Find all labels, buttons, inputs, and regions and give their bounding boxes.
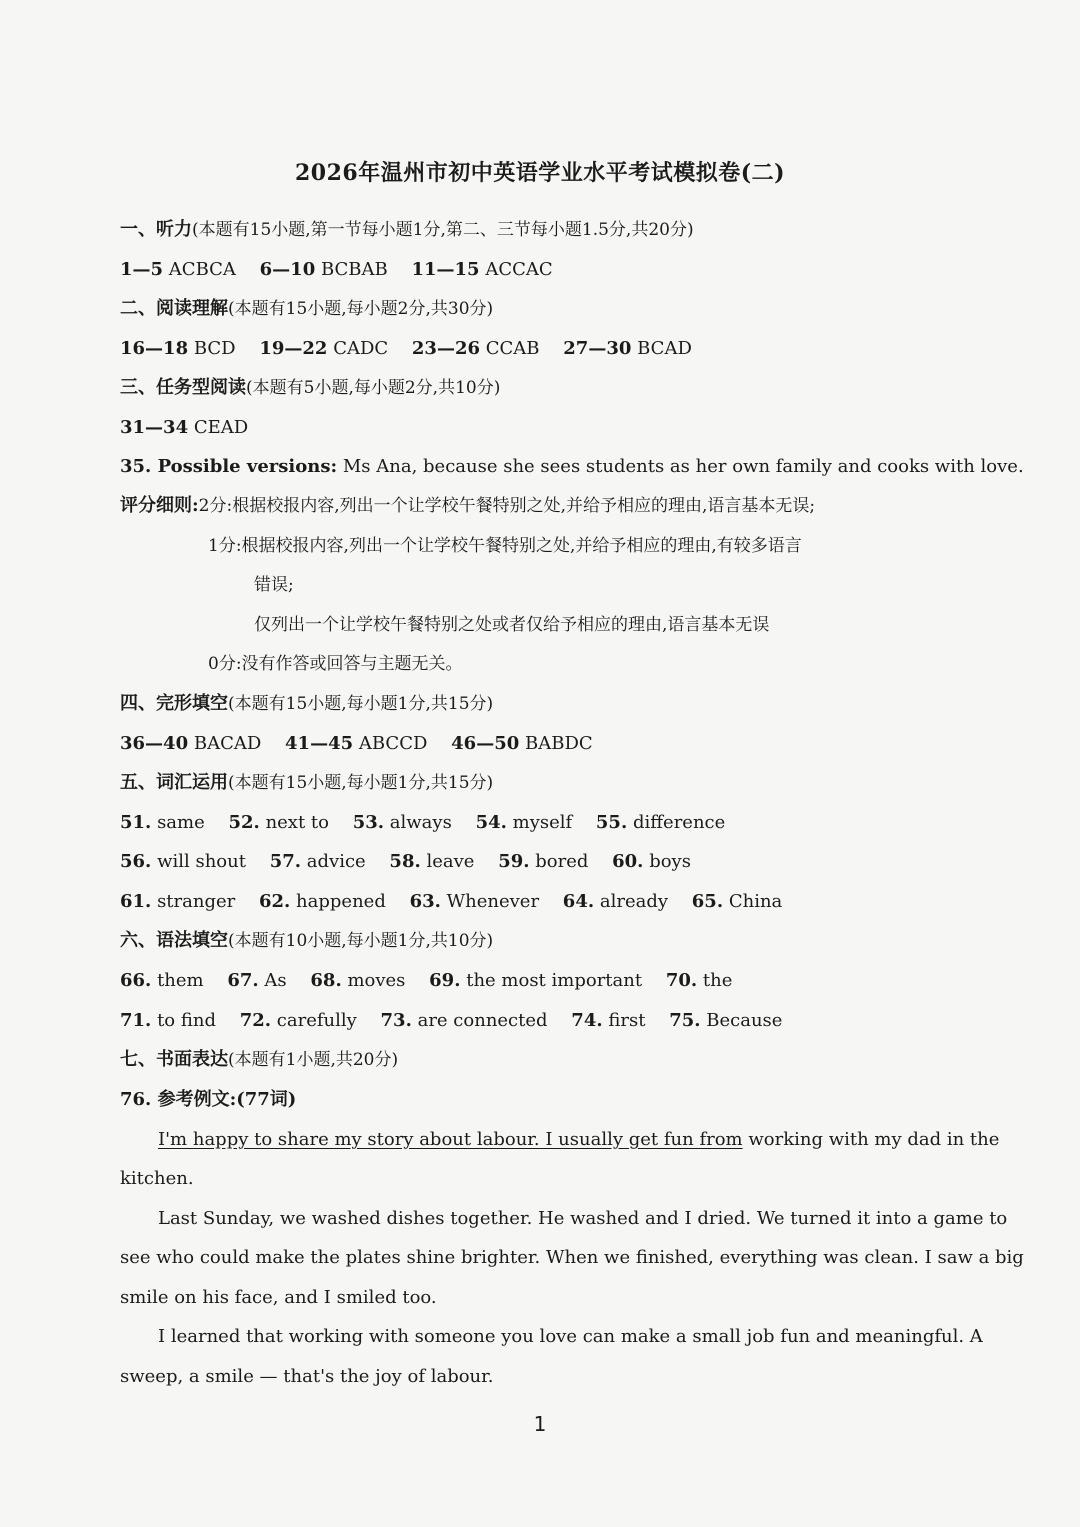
section-note: (本题有15小题,每小题2分,共30分) xyxy=(228,299,494,319)
section-note: (本题有15小题,每小题1分,共15分) xyxy=(228,773,494,793)
essay-paragraph-1 xyxy=(158,1128,999,1152)
essay-paragraph-3: I learned that working with someone you love can make a small job fun and meaningful. A xyxy=(158,1326,983,1347)
answer-value: CCAB xyxy=(485,338,540,359)
answer-value: always xyxy=(389,812,452,833)
answer-range: 31—34 xyxy=(120,417,189,438)
question-number: 64. xyxy=(562,891,595,912)
question-number: 58. xyxy=(389,851,421,872)
cloze-answers xyxy=(120,732,611,756)
answer-range: 23—26 xyxy=(411,338,481,359)
grading-label: 评分细则: xyxy=(120,495,199,516)
question-number: 53. xyxy=(352,812,385,833)
answer-value: moves xyxy=(347,970,406,991)
question-35 xyxy=(120,455,1024,479)
essay-line: smile on his face, and I smiled too. xyxy=(120,1287,437,1308)
section-name: 三、任务型阅读 xyxy=(120,377,246,398)
question-answer: Ms Ana, because she sees students as her own family and cooks with love. xyxy=(342,456,1024,477)
answer-range: 36—40 xyxy=(120,733,189,754)
answer-value: BCAD xyxy=(637,338,692,359)
question-76-label: 76. 参考例文:(77词) xyxy=(120,1089,297,1110)
answer-value: CEAD xyxy=(193,417,249,438)
answer-value: happened xyxy=(296,891,386,912)
reading-answers xyxy=(120,337,710,361)
answer-value: Whenever xyxy=(446,891,540,912)
section-writing-heading xyxy=(120,1048,398,1072)
answer-value: BCBAB xyxy=(320,259,388,280)
grading-rule-line: 错误; xyxy=(254,575,294,595)
grammar-answers-row xyxy=(120,969,750,993)
section-grammar-heading xyxy=(120,929,493,953)
answer-value: BACAD xyxy=(193,733,262,754)
grading-rule-line: 仅列出一个让学校午餐特别之处或者仅给予相应的理由,语言基本无误 xyxy=(254,615,770,635)
section-listening-heading xyxy=(120,218,694,242)
answer-value: bored xyxy=(535,851,589,872)
section-name: 七、书面表达 xyxy=(120,1049,228,1070)
answer-range: 19—22 xyxy=(259,338,328,359)
essay-line: kitchen. xyxy=(120,1168,194,1189)
answer-value: difference xyxy=(632,812,726,833)
question-number: 69. xyxy=(429,970,461,991)
section-note: (本题有5小题,每小题2分,共10分) xyxy=(246,378,501,398)
question-number: 71. xyxy=(120,1010,152,1031)
question-number: 66. xyxy=(120,970,152,991)
page-number: 1 xyxy=(533,1412,547,1436)
grammar-answers-row xyxy=(120,1009,800,1033)
question-number: 61. xyxy=(120,891,152,912)
answer-range: 16—18 xyxy=(120,338,189,359)
answer-range: 1—5 xyxy=(120,259,164,280)
answer-value: are connected xyxy=(417,1010,548,1031)
answer-value: them xyxy=(157,970,204,991)
grading-rule-line: 0分:没有作答或回答与主题无关。 xyxy=(208,654,463,674)
answer-range: 41—45 xyxy=(285,733,354,754)
question-number: 51. xyxy=(120,812,152,833)
answer-range: 6—10 xyxy=(259,259,316,280)
question-label: 35. Possible versions: xyxy=(120,456,338,477)
question-number: 68. xyxy=(310,970,342,991)
answer-value: the most important xyxy=(466,970,643,991)
question-number: 55. xyxy=(595,812,628,833)
answer-value: myself xyxy=(512,812,573,833)
listening-answers xyxy=(120,258,571,282)
answer-value: first xyxy=(608,1010,646,1031)
section-name: 一、听力 xyxy=(120,219,192,240)
question-number: 60. xyxy=(612,851,644,872)
essay-underlined-text: I'm happy to share my story about labour. I usually get fun from xyxy=(158,1129,743,1150)
section-note: (本题有15小题,第一节每小题1分,第二、三节每小题1.5分,共20分) xyxy=(192,220,694,240)
section-name: 五、词汇运用 xyxy=(120,772,228,793)
section-note: (本题有10小题,每小题1分,共10分) xyxy=(228,931,494,951)
grading-text: 2分:根据校报内容,列出一个让学校午餐特别之处,并给予相应的理由,语言基本无误; xyxy=(198,496,816,516)
answer-value: to find xyxy=(157,1010,216,1031)
essay-text: working with my dad in the xyxy=(742,1129,1000,1150)
section-name: 二、阅读理解 xyxy=(120,298,228,319)
answer-value: As xyxy=(264,970,287,991)
answer-value: will shout xyxy=(157,851,246,872)
answer-value: BABDC xyxy=(524,733,593,754)
vocabulary-answers-row xyxy=(120,850,709,874)
answer-range: 11—15 xyxy=(411,259,480,280)
answer-value: Because xyxy=(706,1010,783,1031)
question-number: 56. xyxy=(120,851,152,872)
question-number: 73. xyxy=(380,1010,412,1031)
grading-rule-line xyxy=(120,494,815,518)
section-note: (本题有15小题,每小题1分,共15分) xyxy=(228,694,494,714)
question-number: 70. xyxy=(665,970,698,991)
answer-value: same xyxy=(157,812,205,833)
task-reading-answers xyxy=(120,416,266,440)
question-number: 72. xyxy=(239,1010,272,1031)
answer-range: 27—30 xyxy=(563,338,632,359)
answer-value: CADC xyxy=(333,338,389,359)
answer-value: boys xyxy=(649,851,691,872)
section-reading-heading xyxy=(120,297,493,321)
question-number: 67. xyxy=(227,970,259,991)
page-title: 2026年温州市初中英语学业水平考试模拟卷(二) xyxy=(294,160,786,186)
question-number: 65. xyxy=(691,891,724,912)
vocabulary-answers-row xyxy=(120,811,743,835)
question-number: 63. xyxy=(409,891,441,912)
grading-rule-line: 1分:根据校报内容,列出一个让学校午餐特别之处,并给予相应的理由,有较多语言 xyxy=(208,536,802,556)
answer-value: already xyxy=(599,891,669,912)
answer-value: carefully xyxy=(276,1010,357,1031)
essay-line: sweep, a smile — that's the joy of labour. xyxy=(120,1366,494,1387)
answer-value: BCD xyxy=(193,338,236,359)
vocabulary-answers-row xyxy=(120,890,800,914)
answer-value: the xyxy=(702,970,733,991)
question-number: 75. xyxy=(669,1010,701,1031)
section-vocabulary-heading xyxy=(120,771,493,795)
section-cloze-heading xyxy=(120,692,493,716)
answer-value: stranger xyxy=(157,891,236,912)
answer-value: China xyxy=(728,891,783,912)
question-number: 52. xyxy=(228,812,260,833)
section-note: (本题有1小题,共20分) xyxy=(228,1050,399,1070)
essay-paragraph-2: Last Sunday, we washed dishes together. He washed and I dried. We turned it into a game to xyxy=(158,1208,1008,1229)
question-number: 57. xyxy=(269,851,302,872)
answer-value: ABCCD xyxy=(358,733,428,754)
answer-value: ACBCA xyxy=(168,259,236,280)
essay-line: see who could make the plates shine brighter. When we finished, everything was clean. I saw a big xyxy=(120,1247,1024,1268)
answer-value: next to xyxy=(265,812,329,833)
answer-value: advice xyxy=(306,851,366,872)
question-number: 62. xyxy=(258,891,291,912)
answer-range: 46—50 xyxy=(451,733,520,754)
section-name: 六、语法填空 xyxy=(120,930,228,951)
section-name: 四、完形填空 xyxy=(120,693,228,714)
question-number: 74. xyxy=(571,1010,603,1031)
question-number: 59. xyxy=(498,851,530,872)
question-number: 54. xyxy=(475,812,507,833)
answer-value: leave xyxy=(426,851,475,872)
answer-value: ACCAC xyxy=(485,259,553,280)
section-task-reading-heading xyxy=(120,376,500,400)
